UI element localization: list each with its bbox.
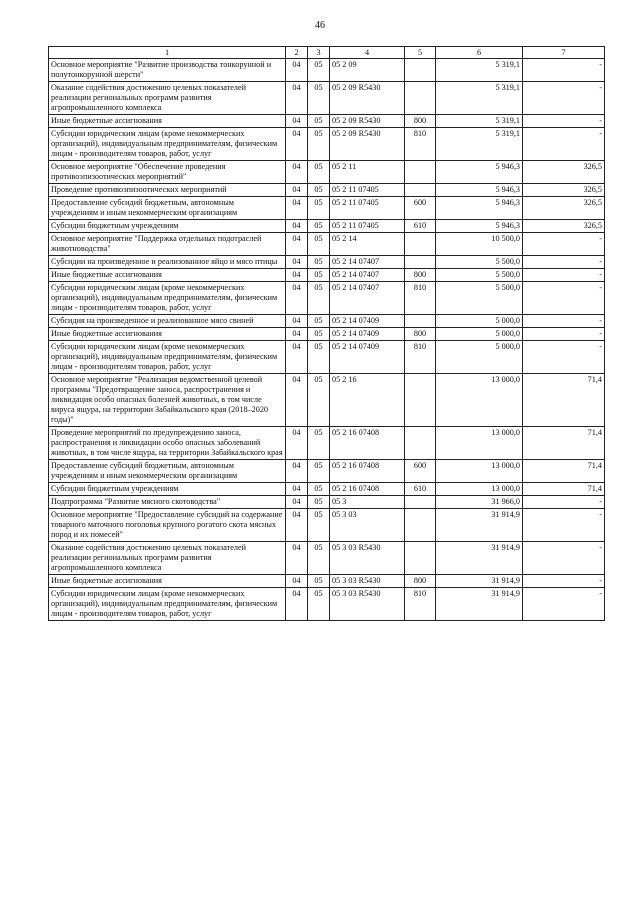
page-number: 46: [315, 20, 325, 31]
amount-cell: 5 319,1: [436, 59, 523, 82]
section-code-cell: 04: [286, 197, 308, 220]
row-name-cell: Иные бюджетные ассигнования: [49, 328, 286, 341]
subvention-amount-cell: 326,5: [523, 184, 605, 197]
subvention-amount-cell: -: [523, 509, 605, 542]
subvention-amount-cell: 71,4: [523, 374, 605, 427]
table-row: [49, 427, 605, 460]
subvention-amount-cell: -: [523, 542, 605, 575]
table-row: [49, 328, 605, 341]
row-name-cell: Иные бюджетные ассигнования: [49, 269, 286, 282]
amount-cell: 31 914,9: [436, 542, 523, 575]
section-code-cell: 04: [286, 496, 308, 509]
subvention-amount-cell: -: [523, 115, 605, 128]
target-item-code-cell: 05 2 16 07408: [330, 460, 405, 483]
target-item-code-cell: 05 2 14 07409: [330, 328, 405, 341]
row-name-cell: Субсидии бюджетным учреждениям: [49, 483, 286, 496]
target-item-code-cell: 05 3 03 R5430: [330, 588, 405, 621]
target-item-code-cell: 05 3 03 R5430: [330, 542, 405, 575]
section-code-cell: 04: [286, 82, 308, 115]
subvention-amount-cell: 71,4: [523, 460, 605, 483]
subvention-amount-cell: -: [523, 282, 605, 315]
row-name-cell: Основное мероприятие "Предоставление субсидий на содержание товарного маточного поголовья крупного рогатого скота мясных пород и их помесей": [49, 509, 286, 542]
expense-type-code-cell: 800: [405, 115, 436, 128]
subsection-code-cell: 05: [308, 509, 330, 542]
row-name-cell: Подпрограмма "Развитие мясного скотоводства": [49, 496, 286, 509]
target-item-code-cell: 05 3 03 R5430: [330, 575, 405, 588]
row-name-cell: Иные бюджетные ассигнования: [49, 115, 286, 128]
subsection-code-cell: 05: [308, 374, 330, 427]
subsection-code-cell: 05: [308, 542, 330, 575]
subvention-amount-cell: -: [523, 256, 605, 269]
target-item-code-cell: 05 2 11 07405: [330, 197, 405, 220]
target-item-code-cell: 05 2 14 07409: [330, 315, 405, 328]
table-row: [49, 315, 605, 328]
table-row: [49, 128, 605, 161]
row-name-cell: Основное мероприятие "Поддержка отдельных подотраслей животноводства": [49, 233, 286, 256]
section-code-cell: 04: [286, 483, 308, 496]
subsection-code-cell: 05: [308, 197, 330, 220]
subsection-code-cell: 05: [308, 588, 330, 621]
target-item-code-cell: 05 2 14 07407: [330, 256, 405, 269]
amount-cell: 5 319,1: [436, 82, 523, 115]
row-name-cell: Проведение мероприятий по предупреждению заноса, распространения и ликвидации особо опасных заболеваний животных, в том числе ящура, на территории Забайкальского края: [49, 427, 286, 460]
amount-cell: 5 319,1: [436, 128, 523, 161]
subvention-amount-cell: 326,5: [523, 220, 605, 233]
target-item-code-cell: 05 2 14: [330, 233, 405, 256]
table-row: [49, 161, 605, 184]
table-row: [49, 82, 605, 115]
expense-type-code-cell: [405, 161, 436, 184]
row-name-cell: Проведение противоэпизоотических мероприятий: [49, 184, 286, 197]
subsection-code-cell: 05: [308, 496, 330, 509]
amount-cell: 13 000,0: [436, 427, 523, 460]
target-item-code-cell: 05 2 16: [330, 374, 405, 427]
header-cell: 1: [49, 47, 286, 59]
amount-cell: 5 000,0: [436, 315, 523, 328]
table-row: [49, 496, 605, 509]
section-code-cell: 04: [286, 374, 308, 427]
target-item-code-cell: 05 2 09 R5430: [330, 82, 405, 115]
subsection-code-cell: 05: [308, 220, 330, 233]
table-row: [49, 256, 605, 269]
subsection-code-cell: 05: [308, 269, 330, 282]
amount-cell: 31 966,0: [436, 496, 523, 509]
section-code-cell: 04: [286, 115, 308, 128]
amount-cell: 5 500,0: [436, 282, 523, 315]
subvention-amount-cell: -: [523, 588, 605, 621]
expense-type-code-cell: 800: [405, 269, 436, 282]
amount-cell: 5 319,1: [436, 115, 523, 128]
expense-type-code-cell: [405, 509, 436, 542]
subvention-amount-cell: -: [523, 82, 605, 115]
table-row: [49, 509, 605, 542]
subvention-amount-cell: -: [523, 128, 605, 161]
target-item-code-cell: 05 2 09 R5430: [330, 115, 405, 128]
row-name-cell: Оказание содействия достижению целевых показателей реализации региональных программ развития агропромышленного комплекса: [49, 542, 286, 575]
section-code-cell: 04: [286, 184, 308, 197]
expense-type-code-cell: 610: [405, 220, 436, 233]
row-name-cell: Субсидии юридическим лицам (кроме некоммерческих организаций), индивидуальным предпринимателям, физическим лицам - производителям товаров, работ, услуг: [49, 341, 286, 374]
amount-cell: 13 000,0: [436, 374, 523, 427]
expense-type-code-cell: [405, 315, 436, 328]
expense-type-code-cell: [405, 233, 436, 256]
expense-type-code-cell: 800: [405, 328, 436, 341]
section-code-cell: 04: [286, 588, 308, 621]
expense-type-code-cell: 800: [405, 575, 436, 588]
section-code-cell: 04: [286, 460, 308, 483]
amount-cell: 5 000,0: [436, 341, 523, 374]
subsection-code-cell: 05: [308, 115, 330, 128]
amount-cell: 5 946,3: [436, 161, 523, 184]
amount-cell: 5 000,0: [436, 328, 523, 341]
amount-cell: 10 500,0: [436, 233, 523, 256]
expense-type-code-cell: 600: [405, 460, 436, 483]
expense-type-code-cell: [405, 427, 436, 460]
subvention-amount-cell: 326,5: [523, 197, 605, 220]
expense-type-code-cell: [405, 184, 436, 197]
subsection-code-cell: 05: [308, 82, 330, 115]
subvention-amount-cell: -: [523, 496, 605, 509]
row-name-cell: Предоставление субсидий бюджетным, автономным учреждениям и иным некоммерческим организациям: [49, 197, 286, 220]
subvention-amount-cell: -: [523, 328, 605, 341]
expense-type-code-cell: 610: [405, 483, 436, 496]
amount-cell: 31 914,9: [436, 575, 523, 588]
budget-table: [48, 46, 605, 621]
table-row: [49, 341, 605, 374]
expense-type-code-cell: 810: [405, 588, 436, 621]
amount-cell: 31 914,9: [436, 588, 523, 621]
section-code-cell: 04: [286, 315, 308, 328]
section-code-cell: 04: [286, 59, 308, 82]
table-row: [49, 115, 605, 128]
expense-type-code-cell: 600: [405, 197, 436, 220]
amount-cell: 5 946,3: [436, 220, 523, 233]
expense-type-code-cell: [405, 374, 436, 427]
section-code-cell: 04: [286, 256, 308, 269]
subsection-code-cell: 05: [308, 483, 330, 496]
section-code-cell: 04: [286, 220, 308, 233]
table-row: [49, 59, 605, 82]
expense-type-code-cell: 810: [405, 282, 436, 315]
section-code-cell: 04: [286, 427, 308, 460]
row-name-cell: Субсидия на произведенное и реализованное мясо свиней: [49, 315, 286, 328]
subsection-code-cell: 05: [308, 59, 330, 82]
row-name-cell: Основное мероприятие "Обеспечение проведения противоэпизоотических мероприятий": [49, 161, 286, 184]
target-item-code-cell: 05 3 03: [330, 509, 405, 542]
row-name-cell: Субсидии юридическим лицам (кроме некоммерческих организаций), индивидуальным предпринимателям, физическим лицам - производителям товаров, работ, услуг: [49, 282, 286, 315]
target-item-code-cell: 05 2 14 07409: [330, 341, 405, 374]
subvention-amount-cell: -: [523, 575, 605, 588]
header-cell: 7: [523, 47, 605, 59]
row-name-cell: Иные бюджетные ассигнования: [49, 575, 286, 588]
target-item-code-cell: 05 2 11 07405: [330, 184, 405, 197]
header-cell: 5: [405, 47, 436, 59]
expense-type-code-cell: [405, 496, 436, 509]
target-item-code-cell: 05 2 11: [330, 161, 405, 184]
table-row: [49, 575, 605, 588]
header-row: [49, 47, 605, 59]
table-row: [49, 460, 605, 483]
subsection-code-cell: 05: [308, 328, 330, 341]
row-name-cell: Субсидии юридическим лицам (кроме некоммерческих организаций), индивидуальным предпринимателям, физическим лицам - производителям товаров, работ, услуг: [49, 588, 286, 621]
section-code-cell: 04: [286, 341, 308, 374]
subvention-amount-cell: -: [523, 269, 605, 282]
target-item-code-cell: 05 2 14 07407: [330, 282, 405, 315]
row-name-cell: Основное мероприятие "Реализация ведомственной целевой программы "Предотвращение заноса, распространения и ликвидация особо опасных болезней животных, в том числе вируса ящура, на территории Забайкальского края (2018–2020 годы)": [49, 374, 286, 427]
row-name-cell: Предоставление субсидий бюджетным, автономным учреждениям и иным некоммерческим организациям: [49, 460, 286, 483]
table-row: [49, 269, 605, 282]
section-code-cell: 04: [286, 575, 308, 588]
target-item-code-cell: 05 2 14 07407: [330, 269, 405, 282]
subsection-code-cell: 05: [308, 341, 330, 374]
amount-cell: 5 500,0: [436, 256, 523, 269]
section-code-cell: 04: [286, 328, 308, 341]
subsection-code-cell: 05: [308, 256, 330, 269]
expense-type-code-cell: [405, 542, 436, 575]
amount-cell: 5 946,3: [436, 197, 523, 220]
table-row: [49, 483, 605, 496]
table-row: [49, 233, 605, 256]
subsection-code-cell: 05: [308, 161, 330, 184]
section-code-cell: 04: [286, 542, 308, 575]
expense-type-code-cell: [405, 59, 436, 82]
expense-type-code-cell: [405, 82, 436, 115]
amount-cell: 13 000,0: [436, 483, 523, 496]
section-code-cell: 04: [286, 282, 308, 315]
subsection-code-cell: 05: [308, 575, 330, 588]
table-row: [49, 282, 605, 315]
expense-type-code-cell: 810: [405, 128, 436, 161]
row-name-cell: Оказание содействия достижению целевых показателей реализации региональных программ развития агропромышленного комплекса: [49, 82, 286, 115]
table-row: [49, 220, 605, 233]
subsection-code-cell: 05: [308, 184, 330, 197]
subsection-code-cell: 05: [308, 315, 330, 328]
table-row: [49, 588, 605, 621]
table-row: [49, 374, 605, 427]
table-row: [49, 542, 605, 575]
subsection-code-cell: 05: [308, 233, 330, 256]
row-name-cell: Субсидии на произведенное и реализованное яйцо и мясо птицы: [49, 256, 286, 269]
subvention-amount-cell: -: [523, 233, 605, 256]
table-row: [49, 197, 605, 220]
section-code-cell: 04: [286, 233, 308, 256]
table-row: [49, 184, 605, 197]
amount-cell: 13 000,0: [436, 460, 523, 483]
section-code-cell: 04: [286, 509, 308, 542]
target-item-code-cell: 05 2 16 07408: [330, 427, 405, 460]
section-code-cell: 04: [286, 269, 308, 282]
target-item-code-cell: 05 3: [330, 496, 405, 509]
row-name-cell: Субсидии бюджетным учреждениям: [49, 220, 286, 233]
subvention-amount-cell: 71,4: [523, 427, 605, 460]
subsection-code-cell: 05: [308, 282, 330, 315]
subsection-code-cell: 05: [308, 460, 330, 483]
subsection-code-cell: 05: [308, 128, 330, 161]
row-name-cell: Основное мероприятие "Развитие производства тонкорунной и полутонкорунной шерсти": [49, 59, 286, 82]
target-item-code-cell: 05 2 09 R5430: [330, 128, 405, 161]
subvention-amount-cell: -: [523, 341, 605, 374]
header-cell: 4: [330, 47, 405, 59]
expense-type-code-cell: 810: [405, 341, 436, 374]
section-code-cell: 04: [286, 161, 308, 184]
amount-cell: 5 946,3: [436, 184, 523, 197]
subvention-amount-cell: -: [523, 59, 605, 82]
header-cell: 3: [308, 47, 330, 59]
expense-type-code-cell: [405, 256, 436, 269]
section-code-cell: 04: [286, 128, 308, 161]
subvention-amount-cell: -: [523, 315, 605, 328]
subsection-code-cell: 05: [308, 427, 330, 460]
header-cell: 6: [436, 47, 523, 59]
target-item-code-cell: 05 2 11 07405: [330, 220, 405, 233]
subvention-amount-cell: 71,4: [523, 483, 605, 496]
target-item-code-cell: 05 2 09: [330, 59, 405, 82]
subvention-amount-cell: 326,5: [523, 161, 605, 184]
header-cell: 2: [286, 47, 308, 59]
row-name-cell: Субсидии юридическим лицам (кроме некоммерческих организаций), индивидуальным предпринимателям, физическим лицам - производителям товаров, работ, услуг: [49, 128, 286, 161]
amount-cell: 5 500,0: [436, 269, 523, 282]
amount-cell: 31 914,9: [436, 509, 523, 542]
table-body: [49, 59, 605, 621]
target-item-code-cell: 05 2 16 07408: [330, 483, 405, 496]
